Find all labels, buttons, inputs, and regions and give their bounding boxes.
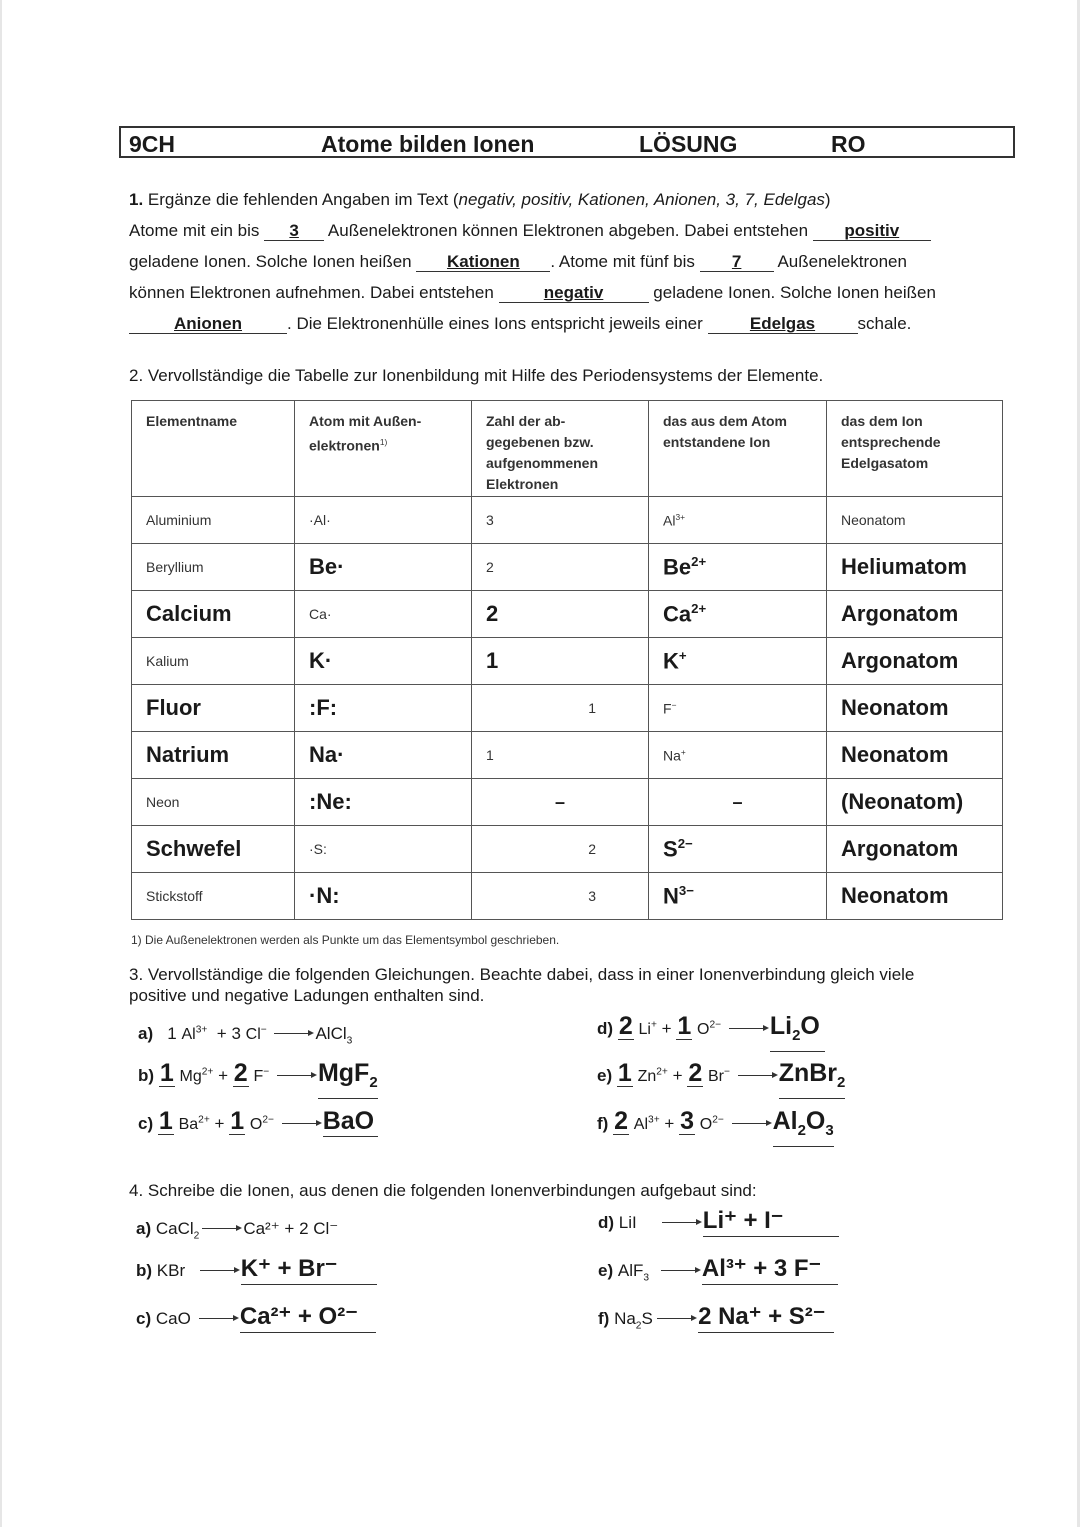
ion-charge: 2− (677, 835, 693, 851)
task1-text: können Elektronen aufnehmen. Dabei entstehen (129, 283, 494, 302)
product: Li (769, 1012, 793, 1040)
blank-field (264, 222, 324, 241)
header-element-name (132, 401, 295, 497)
coefficient: 1 (167, 1024, 177, 1043)
lewis-symbol: ·Al· (295, 497, 472, 544)
product-subscript: 2 (797, 1122, 806, 1139)
reaction-arrow (661, 1270, 699, 1271)
item-label: e) (598, 1261, 614, 1280)
electron-count: 2 (472, 826, 649, 873)
electron-count: 1 (472, 732, 649, 779)
electron-count: 1 (472, 685, 649, 732)
table-footnote: 1) Die Außenelektronen werden als Punkte um das Elementsymbol geschrieben. (131, 933, 560, 947)
ion-answer: Ca²⁺ + O²⁻ (240, 1302, 376, 1333)
header-text: Zahl der ab- (486, 413, 566, 429)
table-row (132, 591, 1003, 638)
ion-symbol: Ca (663, 601, 692, 627)
compound-field (614, 1309, 654, 1331)
noble-gas: Neonatom (827, 732, 1003, 779)
ion-table (131, 400, 1003, 920)
compound-field (618, 1261, 658, 1283)
ion-cell (649, 732, 827, 779)
ion-cell (649, 544, 827, 591)
ion-cell (649, 685, 827, 732)
item-label: f) (597, 1114, 609, 1133)
table-row (132, 732, 1003, 779)
reaction-arrow (738, 1075, 776, 1076)
blank-field (416, 253, 550, 272)
ion-symbol: F (663, 700, 672, 717)
coefficient: 1 (159, 1059, 174, 1087)
table-row (132, 638, 1003, 685)
coefficient: 2 (233, 1059, 248, 1087)
noble-gas: Neonatom (827, 497, 1003, 544)
reaction-arrow (732, 1123, 770, 1124)
task1-text: . Die Elektronenhülle eines Ions entspricht jeweils einer (287, 314, 703, 333)
coefficient: 1 (230, 1107, 245, 1135)
lewis-symbol: Ca· (295, 591, 472, 638)
ion-symbol: O (249, 1116, 263, 1133)
lewis-symbol: Be· (295, 544, 472, 591)
compound-formula: KBr (156, 1261, 186, 1280)
element-name: Beryllium (132, 544, 295, 591)
ion-charge: 2− (709, 1019, 722, 1031)
task1-heading (129, 190, 831, 210)
compound-formula: LiI (618, 1213, 637, 1232)
noble-gas: Heliumatom (827, 544, 1003, 591)
ion-charge: 3− (678, 882, 694, 898)
ion-symbol: Zn (637, 1068, 657, 1085)
header-lewis (295, 401, 472, 497)
ion-charge: 2+ (691, 600, 707, 616)
formula-subscript: 2 (193, 1230, 200, 1242)
electron-count: 3 (472, 497, 649, 544)
ion-cell (649, 873, 827, 920)
ion-symbol: K (663, 648, 679, 674)
header-text: gegebenen bzw. (486, 434, 594, 450)
task1-line-3 (129, 283, 936, 303)
product: O (800, 1012, 820, 1040)
element-name: Aluminium (132, 497, 295, 544)
electron-count: 3 (472, 873, 649, 920)
item-label: a) (136, 1219, 152, 1238)
reaction-arrow (199, 1318, 237, 1319)
equation-b: b) 1 $Mg^{2+} + 2$ F− MgF$_2$ (138, 1058, 378, 1099)
reaction-arrow (200, 1270, 238, 1271)
ion-symbol: Al (181, 1026, 196, 1043)
coefficient: 2 (618, 1012, 633, 1040)
ion-charge: + (650, 1019, 657, 1031)
reaction-arrow (277, 1075, 315, 1076)
electron-count: – (472, 779, 649, 826)
task1-text: . Atome mit fünf bis (550, 252, 695, 271)
ion-symbol: Na (663, 747, 681, 764)
blank-answer: positiv (844, 221, 900, 240)
ion-charge: 2+ (691, 553, 707, 569)
coefficient: 2 (688, 1059, 703, 1087)
coefficient: 3 (680, 1107, 694, 1135)
compound-e (598, 1254, 838, 1285)
header-text: aufgenommenen (486, 455, 599, 471)
ion-cell (649, 779, 827, 826)
ion-symbol: S (663, 836, 678, 862)
author-initials: RO (831, 131, 866, 157)
ion-symbol: Al (663, 512, 676, 529)
reaction-arrow (662, 1222, 700, 1223)
ion-symbol: O (697, 1021, 710, 1038)
compound-formula: CaO (155, 1309, 191, 1328)
equation-d: d) 2 Li+ + 1 $O^{2-}$ $Li_2O$ (597, 1011, 825, 1052)
element-name: Natrium (132, 732, 295, 779)
blank-field (708, 315, 858, 334)
task1-text: schale. (857, 314, 912, 333)
task1-line-4 (129, 314, 911, 334)
blank-field (813, 222, 931, 241)
electron-count: 2 (472, 544, 649, 591)
table-row (132, 685, 1003, 732)
equation-c: c) 1 $Ba^{2+} + 1$ $O^{2-}$ BaO (138, 1106, 378, 1137)
product-subscript: 2 (837, 1074, 846, 1091)
item-label: b) (136, 1261, 153, 1280)
table-row (132, 779, 1003, 826)
reaction-arrow (274, 1033, 312, 1034)
lewis-symbol: Na· (295, 732, 472, 779)
formula-subscript: 3 (643, 1272, 650, 1284)
coefficient: 3 (231, 1024, 241, 1043)
header-text: Elementname (146, 413, 238, 429)
item-label: f) (598, 1309, 610, 1328)
header-text: entstandene Ion (663, 434, 771, 450)
ion-answer: K⁺ + Br⁻ (241, 1254, 377, 1285)
element-name: Kalium (132, 638, 295, 685)
compound-f (598, 1302, 834, 1333)
electron-count: 1 (472, 638, 649, 685)
product-subscript: 2 (369, 1074, 378, 1091)
compound-formula: CaCl (155, 1219, 194, 1238)
task1-hint: negativ, positiv, Kationen, Anionen, 3, 7, Edelgas (458, 190, 825, 209)
ion-charge: 3+ (675, 511, 686, 522)
blank-answer: Edelgas (749, 314, 816, 333)
item-label: c) (138, 1114, 154, 1133)
footnote-marker: 1) (379, 437, 388, 447)
blank-answer: Kationen (446, 252, 520, 271)
table-row (132, 497, 1003, 544)
noble-gas: Argonatom (827, 826, 1003, 873)
item-label: e) (597, 1066, 613, 1085)
product: BaO (322, 1107, 375, 1135)
ion-charge: 2+ (201, 1066, 214, 1078)
lewis-symbol: K· (295, 638, 472, 685)
ion-symbol: Li (638, 1021, 651, 1038)
ion-symbol: Br (708, 1068, 724, 1085)
header-text: Atom mit Außen- (309, 413, 422, 429)
blank-answer: 7 (731, 252, 742, 271)
ion-answer: Ca²⁺ + 2 Cl⁻ (243, 1219, 339, 1238)
coefficient: 1 (158, 1107, 173, 1135)
blank-answer: 3 (289, 221, 299, 240)
task1-text: geladene Ionen. Solche Ionen heißen (653, 283, 936, 302)
task1-number: 1. (129, 190, 144, 209)
ion-symbol: – (732, 791, 743, 812)
ion-charge: − (671, 699, 677, 710)
header-text: das dem Ion (841, 413, 923, 429)
task1-text: geladene Ionen. Solche Ionen heißen (129, 252, 412, 271)
ion-cell (649, 497, 827, 544)
blank-field (700, 253, 774, 272)
task1-text: Außenelektronen können Elektronen abgeben. Dabei entstehen (327, 221, 809, 240)
electron-count: 2 (472, 591, 649, 638)
item-label: a) (138, 1024, 154, 1043)
product: MgF (317, 1059, 370, 1087)
header-text: Elektronen (486, 476, 559, 492)
ion-symbol: F (253, 1068, 264, 1085)
task4-heading: 4. Schreibe die Ionen, aus denen die folgenden Ionenverbindungen aufgebaut sind: (129, 1181, 757, 1200)
product-field (779, 1058, 846, 1099)
ion-charge: − (724, 1066, 730, 1078)
item-label: d) (598, 1213, 615, 1232)
coefficient: 1 (677, 1012, 692, 1040)
item-label: b) (138, 1066, 155, 1085)
blank-answer: negativ (543, 283, 604, 302)
ion-symbol: Be (663, 554, 692, 580)
blank-answer: Anionen (174, 314, 242, 333)
blank-field (499, 284, 649, 303)
equation-f: f) 2 $Al^{3+} + 3$ $O^{2-}$ $Al_2O_3$ (597, 1106, 834, 1147)
product-field (318, 1058, 378, 1099)
reaction-arrow (202, 1228, 240, 1229)
ion-charge: + (678, 647, 687, 663)
noble-gas: Neonatom (827, 873, 1003, 920)
compound-formula: AlF (617, 1261, 644, 1280)
ion-answer: 2 Na⁺ + S²⁻ (698, 1302, 834, 1333)
reaction-arrow (657, 1318, 695, 1319)
reaction-arrow (282, 1123, 320, 1124)
ion-charge: + (680, 746, 686, 757)
noble-gas: Argonatom (827, 591, 1003, 638)
coefficient: 2 (614, 1107, 629, 1135)
noble-gas: (Neonatom) (827, 779, 1003, 826)
noble-gas: Argonatom (827, 638, 1003, 685)
equation-a: a) 1 $Al^{3+} + 3$ Cl− AlCl$_3$ (138, 1024, 353, 1047)
task1-line-1 (129, 221, 931, 241)
course-code: 9CH (129, 131, 176, 157)
ion-cell (649, 591, 827, 638)
task1-text: Atome mit ein bis (129, 221, 260, 240)
task3-heading-line2: positive und negative Ladungen enthalten sind. (129, 986, 485, 1005)
product: O (805, 1107, 826, 1135)
product: ZnBr (778, 1059, 838, 1087)
task1-text: Außenelektronen (777, 252, 907, 271)
product-field (770, 1011, 825, 1052)
lewis-symbol: ·S: (295, 826, 472, 873)
ion-symbol: Ba (178, 1116, 199, 1133)
ion-symbol: Al (633, 1116, 649, 1133)
header-noble-gas (827, 401, 1003, 497)
ion-charge: 2+ (198, 1114, 210, 1126)
header-text: elektronen (309, 437, 380, 454)
table-row (132, 544, 1003, 591)
ion-charge: 2− (712, 1114, 724, 1126)
header-ion (649, 401, 827, 497)
ion-charge: 3+ (648, 1114, 660, 1126)
ion-cell (649, 638, 827, 685)
ion-cell (649, 826, 827, 873)
equation-e: e) 1 $Zn^{2+} + 2$ Br− ZnBr$_2$ (597, 1058, 845, 1099)
header-electron-count (472, 401, 649, 497)
product-subscript: 2 (792, 1027, 801, 1044)
noble-gas: Neonatom (827, 685, 1003, 732)
ion-symbol: N (663, 883, 679, 909)
product-field (323, 1106, 378, 1137)
task2-heading: 2. Vervollständige die Tabelle zur Ionenbildung mit Hilfe des Periodensystems der Elemente. (129, 366, 824, 385)
element-name: Calcium (132, 591, 295, 638)
product: AlCl (315, 1024, 347, 1043)
blank-field (129, 315, 287, 334)
formula-subscript: 2 (635, 1320, 642, 1332)
ion-symbol: Cl (245, 1026, 261, 1043)
item-label: c) (136, 1309, 152, 1328)
lewis-symbol: :F: (295, 685, 472, 732)
task1-heading-end: ) (824, 190, 831, 209)
solution-label: LÖSUNG (639, 131, 738, 157)
header-box (119, 126, 1015, 158)
ion-charge: − (260, 1024, 267, 1036)
item-label: d) (597, 1019, 614, 1038)
header-text: entsprechende (841, 434, 941, 450)
table-header-row (132, 401, 1003, 497)
ion-charge: 2− (262, 1114, 274, 1126)
lewis-symbol: :Ne: (295, 779, 472, 826)
page-title: Atome bilden Ionen (321, 131, 535, 157)
header-text: das aus dem Atom (663, 413, 787, 429)
product-field (773, 1106, 834, 1147)
compound-c (136, 1302, 376, 1333)
table-row (132, 873, 1003, 920)
table-row (132, 826, 1003, 873)
task3-heading-line1: 3. Vervollständige die folgenden Gleichungen. Beachte dabei, dass in einer Ionenverbindung gleich viele (129, 965, 915, 984)
ion-charge: 3+ (195, 1024, 208, 1036)
compound-a (136, 1219, 338, 1241)
product: Al (772, 1107, 798, 1135)
element-name: Stickstoff (132, 873, 295, 920)
ion-symbol: Mg (179, 1068, 202, 1085)
product-subscript: 3 (825, 1122, 834, 1139)
compound-formula: Na (614, 1309, 636, 1328)
compound-formula: S (641, 1309, 653, 1328)
compound-d (598, 1206, 839, 1237)
ion-charge: − (263, 1066, 270, 1078)
lewis-symbol: ·N: (295, 873, 472, 920)
task1-line-2 (129, 252, 907, 272)
element-name: Fluor (132, 685, 295, 732)
header-text: Edelgasatom (841, 455, 929, 471)
reaction-arrow (729, 1028, 767, 1029)
element-name: Neon (132, 779, 295, 826)
task1-heading-text: Ergänze die fehlenden Angaben im Text ( (147, 190, 459, 209)
compound-b (136, 1254, 377, 1285)
ion-answer: Al³⁺ + 3 F⁻ (702, 1254, 838, 1285)
ion-charge: 2+ (656, 1066, 668, 1078)
product-subscript: 3 (346, 1035, 353, 1047)
element-name: Schwefel (132, 826, 295, 873)
coefficient: 1 (617, 1059, 632, 1087)
ion-symbol: O (699, 1116, 713, 1133)
ion-answer: Li⁺ + I⁻ (703, 1206, 839, 1237)
